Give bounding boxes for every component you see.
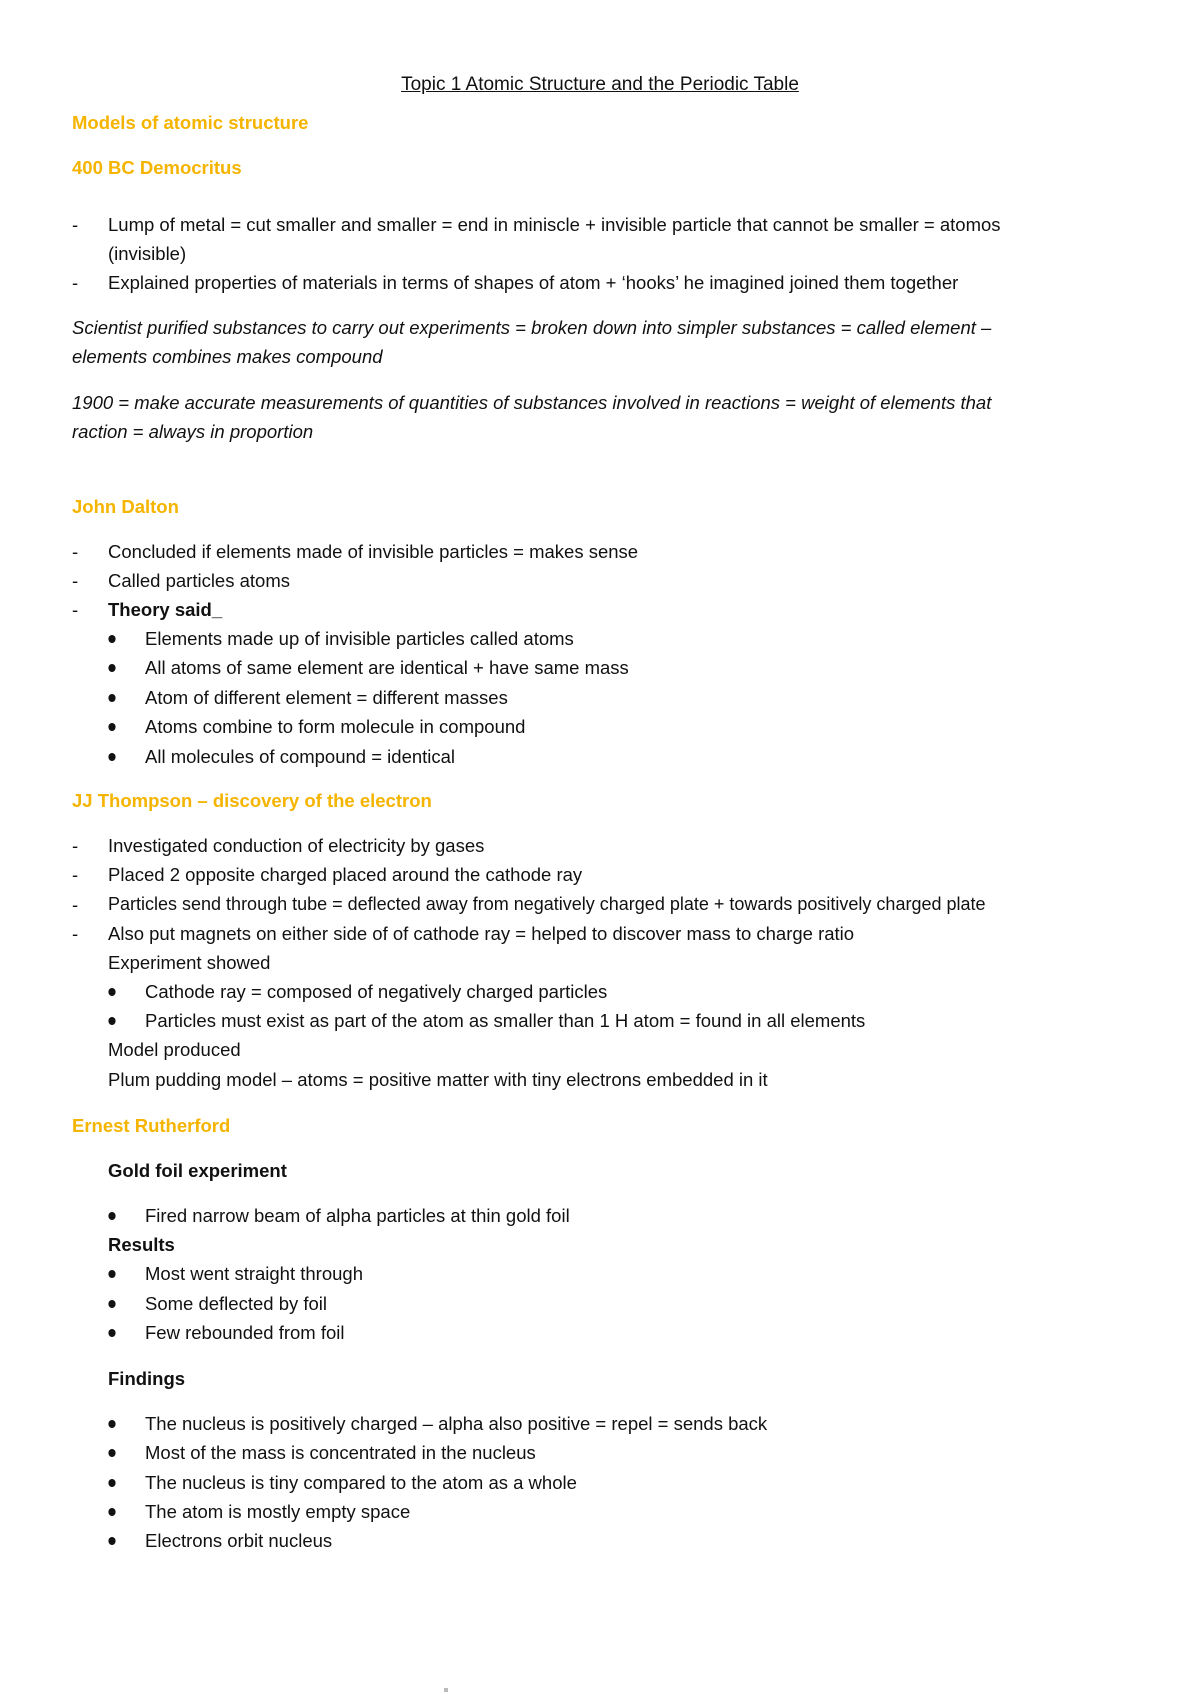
list-item-text: Lump of metal = cut smaller and smaller = end in miniscle + invisible particle that cannot be smaller = atomos [108, 214, 1001, 235]
bullet-text: Some deflected by foil [145, 1293, 328, 1314]
bullet-item [0, 1293, 1100, 1317]
bullet-icon [108, 1329, 115, 1337]
model-description: Plum pudding model – atoms = positive matter with tiny electrons embedded in it [108, 1069, 768, 1090]
bullet-icon [108, 1479, 115, 1487]
subheading-model-produced: Model produced [108, 1039, 241, 1060]
list-item-text: Explained properties of materials in terms of shapes of atom + ‘hooks’ he imagined joined them together [108, 272, 959, 293]
list-item-text: Concluded if elements made of invisible particles = makes sense [108, 541, 639, 562]
list-item-text: Also put magnets on either side of of cathode ray = helped to discover mass to charge ratio [108, 923, 855, 944]
bullet-text: Cathode ray = composed of negatively charged particles [145, 981, 608, 1002]
bullet-icon [108, 1508, 115, 1516]
bullet-text: The atom is mostly empty space [145, 1501, 411, 1522]
bullet-item [0, 1442, 1100, 1466]
bullet-icon [108, 694, 115, 702]
dash-marker: - [72, 835, 79, 856]
dash-marker: - [72, 599, 79, 620]
section-heading-models: Models of atomic structure [72, 112, 309, 133]
dash-marker: - [72, 214, 79, 235]
bullet-text: All atoms of same element are identical + have same mass [145, 657, 629, 678]
list-item-text: Investigated conduction of electricity by gases [108, 835, 485, 856]
list-item-text: Particles send through tube = deflected away from negatively charged plate + towards positively charged plate [108, 894, 986, 914]
dash-marker: - [72, 272, 79, 293]
subheading-findings: Findings [108, 1368, 186, 1389]
dash-marker: - [72, 541, 79, 562]
list-item-text: Theory said_ [108, 599, 223, 620]
bullet-item [0, 1501, 1100, 1525]
bullet-item [0, 1263, 1100, 1287]
bullet-item [0, 716, 1100, 740]
bullet-text: Atoms combine to form molecule in compound [145, 716, 526, 737]
bullet-icon [108, 988, 115, 996]
heading-democritus: 400 BC Democritus [72, 157, 242, 178]
bullet-text: Most went straight through [145, 1263, 363, 1284]
heading-rutherford: Ernest Rutherford [72, 1115, 231, 1136]
bullet-icon [108, 1449, 115, 1457]
bullet-item [0, 628, 1100, 652]
bullet-item [0, 687, 1100, 711]
bullet-item [0, 746, 1100, 770]
bullet-item [0, 1413, 1100, 1437]
dash-marker: - [72, 864, 79, 885]
bullet-text: Most of the mass is concentrated in the nucleus [145, 1442, 536, 1463]
bullet-icon [108, 664, 115, 672]
bullet-icon [108, 1537, 115, 1545]
list-item-text: Called particles atoms [108, 570, 290, 591]
heading-dalton: John Dalton [72, 496, 179, 517]
bullet-icon [108, 723, 115, 731]
bullet-item [0, 1205, 1100, 1229]
dash-marker: - [72, 570, 79, 591]
italic-note: 1900 = make accurate measurements of quantities of substances involved in reactions = weight of elements that [72, 392, 992, 413]
bullet-icon [108, 1017, 115, 1025]
bullet-item [0, 657, 1100, 681]
list-item-continuation: (invisible) [108, 243, 187, 264]
dash-marker: - [72, 894, 79, 915]
bullet-item [0, 1010, 1100, 1034]
dash-marker: - [72, 923, 79, 944]
bullet-icon [108, 1300, 115, 1308]
bullet-text: The nucleus is tiny compared to the atom as a whole [145, 1472, 577, 1493]
bullet-text: Few rebounded from foil [145, 1322, 345, 1343]
italic-note: Scientist purified substances to carry out experiments = broken down into simpler substances = called element – [72, 317, 992, 338]
bullet-item [0, 981, 1100, 1005]
bullet-icon [108, 1212, 115, 1220]
bullet-icon [108, 635, 115, 643]
bullet-text: The nucleus is positively charged – alpha also positive = repel = sends back [145, 1413, 768, 1434]
list-item-text: Placed 2 opposite charged placed around the cathode ray [108, 864, 583, 885]
heading-thompson: JJ Thompson – discovery of the electron [72, 790, 432, 811]
bullet-icon [108, 1270, 115, 1278]
page-title: Topic 1 Atomic Structure and the Periodic Table [401, 74, 799, 95]
bullet-text: All molecules of compound = identical [145, 746, 456, 767]
bullet-text: Elements made up of invisible particles called atoms [145, 628, 574, 649]
bullet-icon [108, 1420, 115, 1428]
page-footer-mark [444, 1688, 448, 1692]
bullet-text: Particles must exist as part of the atom as smaller than 1 H atom = found in all elements [145, 1010, 866, 1031]
bullet-text: Atom of different element = different masses [145, 687, 508, 708]
bullet-text: Electrons orbit nucleus [145, 1530, 333, 1551]
italic-note: elements combines makes compound [72, 346, 383, 367]
bullet-text: Fired narrow beam of alpha particles at thin gold foil [145, 1205, 570, 1226]
subheading-results: Results [108, 1234, 175, 1255]
bullet-item [0, 1530, 1100, 1554]
italic-note: raction = always in proportion [72, 421, 314, 442]
bullet-item [0, 1472, 1100, 1496]
subheading-experiment-showed: Experiment showed [108, 952, 271, 973]
subheading-gold-foil: Gold foil experiment [108, 1160, 287, 1181]
bullet-item [0, 1322, 1100, 1346]
bullet-icon [108, 753, 115, 761]
